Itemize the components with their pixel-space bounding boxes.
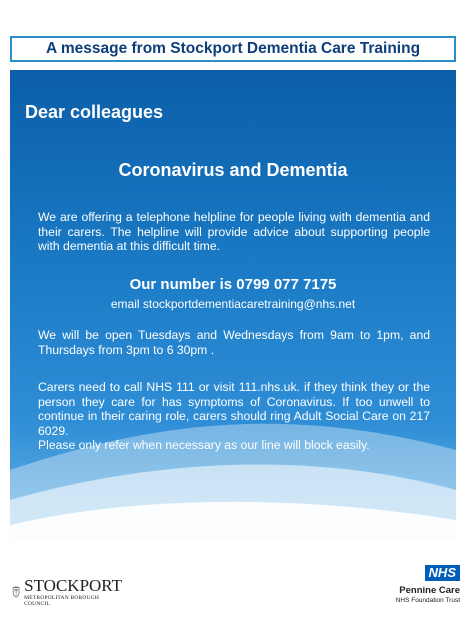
intro-paragraph: We are offering a telephone helpline for people living with dementia and their carers. The helpline will provide advice about supporting people with dementia at this difficult time. [38,210,430,253]
council-crest-icon [12,574,20,610]
advice-text-2: Please only refer when necessary as our line will block easily. [38,438,370,452]
message-panel [10,70,456,540]
org-name: Pennine Care [399,585,460,596]
nhs-badge: NHS [425,565,460,581]
banner-title: A message from Stockport Dementia Care Training [45,40,421,57]
advice-text-1: Carers need to call NHS 111 or visit 111.nhs.uk. if they think they or the person they care for has symptoms of Coronavirus. If too unwell to continue in their caring role, carers should ring Adult Social Care on 217 6029. [38,380,430,438]
phone-number: Our number is 0799 077 7175 [129,276,337,293]
pennine-care-logo [390,565,460,617]
council-title: STOCKPORT [24,576,122,595]
advice-paragraph [38,380,430,453]
opening-hours: We will be open Tuesdays and Wednesdays from 9am to 1pm, and Thursdays from 3pm to 6 30pm . [38,328,430,357]
header-banner [10,36,456,62]
greeting: Dear colleagues [25,102,164,122]
letter-heading: Coronavirus and Dementia [118,160,348,180]
council-name [24,577,122,607]
org-subtitle: NHS Foundation Trust [395,597,460,604]
email-address: email stockportdementiacaretraining@nhs.net [110,297,356,311]
stockport-council-logo [12,570,122,614]
council-subtitle: METROPOLITAN BOROUGH COUNCIL [24,595,100,607]
